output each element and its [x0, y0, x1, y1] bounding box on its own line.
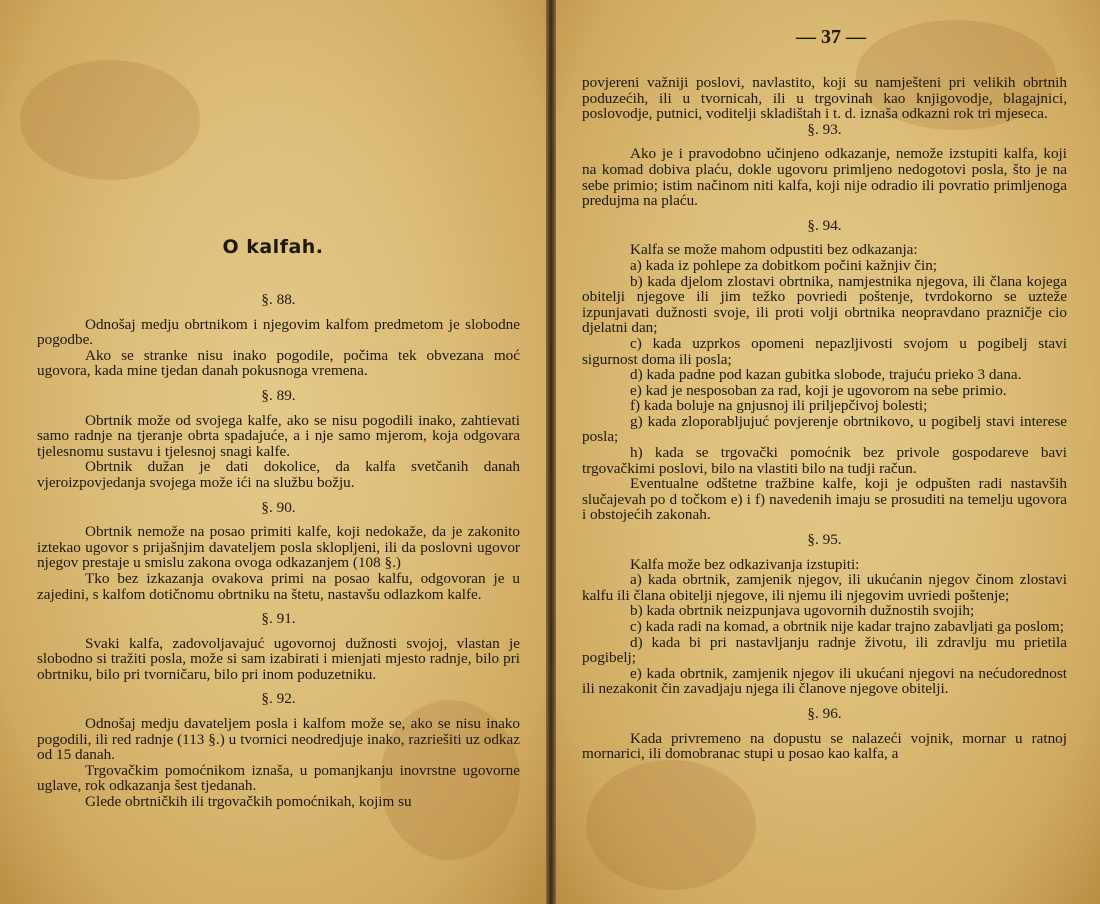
section-heading: §. 96.	[807, 704, 842, 722]
right-page-text	[582, 75, 1067, 762]
right-page	[556, 0, 1100, 904]
list-item: d) kada bi pri nastavljanju radnje životu, ili zdravlju mu prietila pogibelj;	[582, 633, 1067, 667]
section-heading: §. 90.	[261, 498, 296, 516]
section-heading: §. 94.	[807, 216, 842, 234]
paragraph: Obrtnik nemože na posao primiti kalfe, koji nedokaže, da je zakonito iztekao ugovor s prijašnjim davateljem posla sklopljeni, ili da poslovni ugovor njegov prestaje u smislu zakona ovoga odkazanjem (108 §.)	[37, 523, 520, 572]
section-heading: §. 88.	[261, 291, 296, 308]
paragraph: Obrtnik može od svojega kalfe, ako se nisu pogodili inako, zahtievati samo radnje na tjeranje obrta spadajuće, a i nje samo mjerom, koja odgovara tjelesnomu sustavu i tjelesnoj snagi kalfe.	[37, 411, 520, 460]
section-heading: §. 93.	[807, 120, 842, 138]
paper-stain	[20, 60, 200, 180]
paragraph: Ako je i pravodobno učinjeno odkazanje, nemože izstupiti kalfa, koji na komad dobiva plaću, dokle ugovoru primljeno nedogotovi posla, što je na sebe primio; istim načinom niti kalfa, koji nije odradio ili povratio primljenoga predujma na plaću.	[582, 145, 1067, 210]
left-page-text	[37, 292, 520, 810]
paragraph: Odnošaj medju davateljem posla i kalfom može se, ako se nisu inako pogodili, ili red radnje (113 §.) u tvornici neodredjuje inako, razriešiti uz odkaz od 15 danah.	[37, 715, 520, 764]
list-item: f) kada boluje na gnjusnoj ili priljepčivoj bolesti;	[630, 397, 928, 415]
section-heading: §. 91.	[261, 610, 296, 628]
paragraph: Obrtnik dužan je dati dokolice, da kalfa svetčanih danah vjeroizpovjedanja svojega može ići na službu božju.	[37, 458, 520, 491]
list-item: b) kada obrtnik neizpunjava ugovornih dužnostih svojih;	[630, 602, 975, 620]
list-item: b) kada djelom zlostavi obrtnika, namjestnika njegova, ili člana kojega obitelji njegove ili jim težko povriedi poštenje, tvrdokorno se uzteže izpunjavati dužnosti svoje, ili proti volji obrtnika neopravdano prazničje cio djelatni dan;	[582, 272, 1067, 337]
section-title: O kalfah.	[222, 236, 324, 258]
paragraph: Kalfa se može mahom odpustiti bez odkazanja:	[630, 241, 918, 259]
paragraph: Eventualne odštetne tražbine kalfe, koji je odpušten radi nastavših slučajevah po d točkom e) i f) navedenih imaju se prosuditi na temelju ugovora i obstojećih zakonah.	[582, 475, 1067, 524]
paragraph: Svaki kalfa, zadovoljavajuć ugovornoj dužnosti svojoj, vlastan je slobodno si tražiti posla, može si sam izabirati i mienjati mjesto radnje, bilo pri obrtniku, bilo pri tvorničaru, bilo pri inom poduzetniku.	[37, 634, 520, 683]
list-item: e) kad je nesposoban za rad, koji je ugovorom na sebe primio.	[630, 381, 1007, 399]
list-item: a) kada obrtnik, zamjenik njegov, ili ukućanin njegov činom zlostavi kalfu ili člana obitelji njegove, ili njemu ili njegovim uvriedi poštenje;	[582, 571, 1067, 604]
list-item: a) kada iz pohlepe za dobitkom počini kažnjiv čin;	[630, 256, 938, 274]
list-item: g) kada zloporabljujuć povjerenje obrtnikovo, u pogibelj stavi interese posla;	[582, 412, 1067, 446]
list-item: d) kada padne pod kazan gubitka slobode, trajuću prieko 3 dana.	[630, 366, 1022, 384]
paragraph: Glede obrtničkih ili trgovačkih pomoćnikah, kojim su	[85, 793, 412, 811]
list-item: h) kada se trgovački pomoćnik bez privole gospodareve bavi trgovačkimi poslovi, bilo na vlastiti bilo na tudji račun.	[582, 444, 1067, 477]
paragraph: Kalfa može bez odkazivanja izstupiti:	[630, 555, 860, 573]
page-number: — 37 —	[796, 26, 866, 48]
list-item: e) kada obrtnik, zamjenik njegov ili ukućani njegovi na nećudorednost ili nezakonit čin zavadjaju njega ili članove njegove obitelji.	[582, 664, 1067, 698]
paragraph: Odnošaj medju obrtnikom i njegovim kalfom predmetom je slobodne pogodbe.	[37, 315, 520, 349]
paragraph: Kada privremeno na dopustu se nalazeći vojnik, mornar u ratnoj mornarici, ili domobranac stupi u posao kao kalfa, a	[582, 729, 1067, 763]
book-gutter	[546, 0, 556, 904]
continued-paragraph: povjereni važniji poslovi, navlastito, koji su namješteni pri velikih obrtnih poduzećih, ili u tvornicah, ili u trgovinah kao knjigovodje, blagajnici, poslovodje, putnici, voditelji skladištah i t. d. iznaša odkazni rok tri mjeseca.	[582, 74, 1067, 123]
list-item: c) kada uzprkos opomeni nepazljivosti svojom u pogibelj stavi sigurnost doma ili posla;	[582, 334, 1067, 368]
paragraph: Trgovačkim pomoćnikom iznaša, u pomanjkanju inovrstne ugovorne uglave, rok odkazanja šest tjedanah.	[37, 761, 520, 795]
left-page	[0, 0, 546, 904]
paper-stain	[586, 760, 756, 890]
paragraph: Tko bez izkazanja ovakova primi na posao kalfu, odgovoran je u zajedini, s kalfom dotičnomu obrtniku na štetu, nastavšu odlazkom kalfe.	[37, 569, 520, 603]
list-item: c) kada radi na komad, a obrtnik nije kadar trajno zabavljati ga poslom;	[630, 618, 1064, 635]
section-heading: §. 95.	[807, 531, 842, 549]
paragraph: Ako se stranke nisu inako pogodile, počima tek obvezana moć ugovora, kada mine tjedan danah pokusnoga vremena.	[37, 346, 520, 380]
section-heading: §. 89.	[261, 386, 296, 404]
section-heading: §. 92.	[261, 690, 296, 708]
